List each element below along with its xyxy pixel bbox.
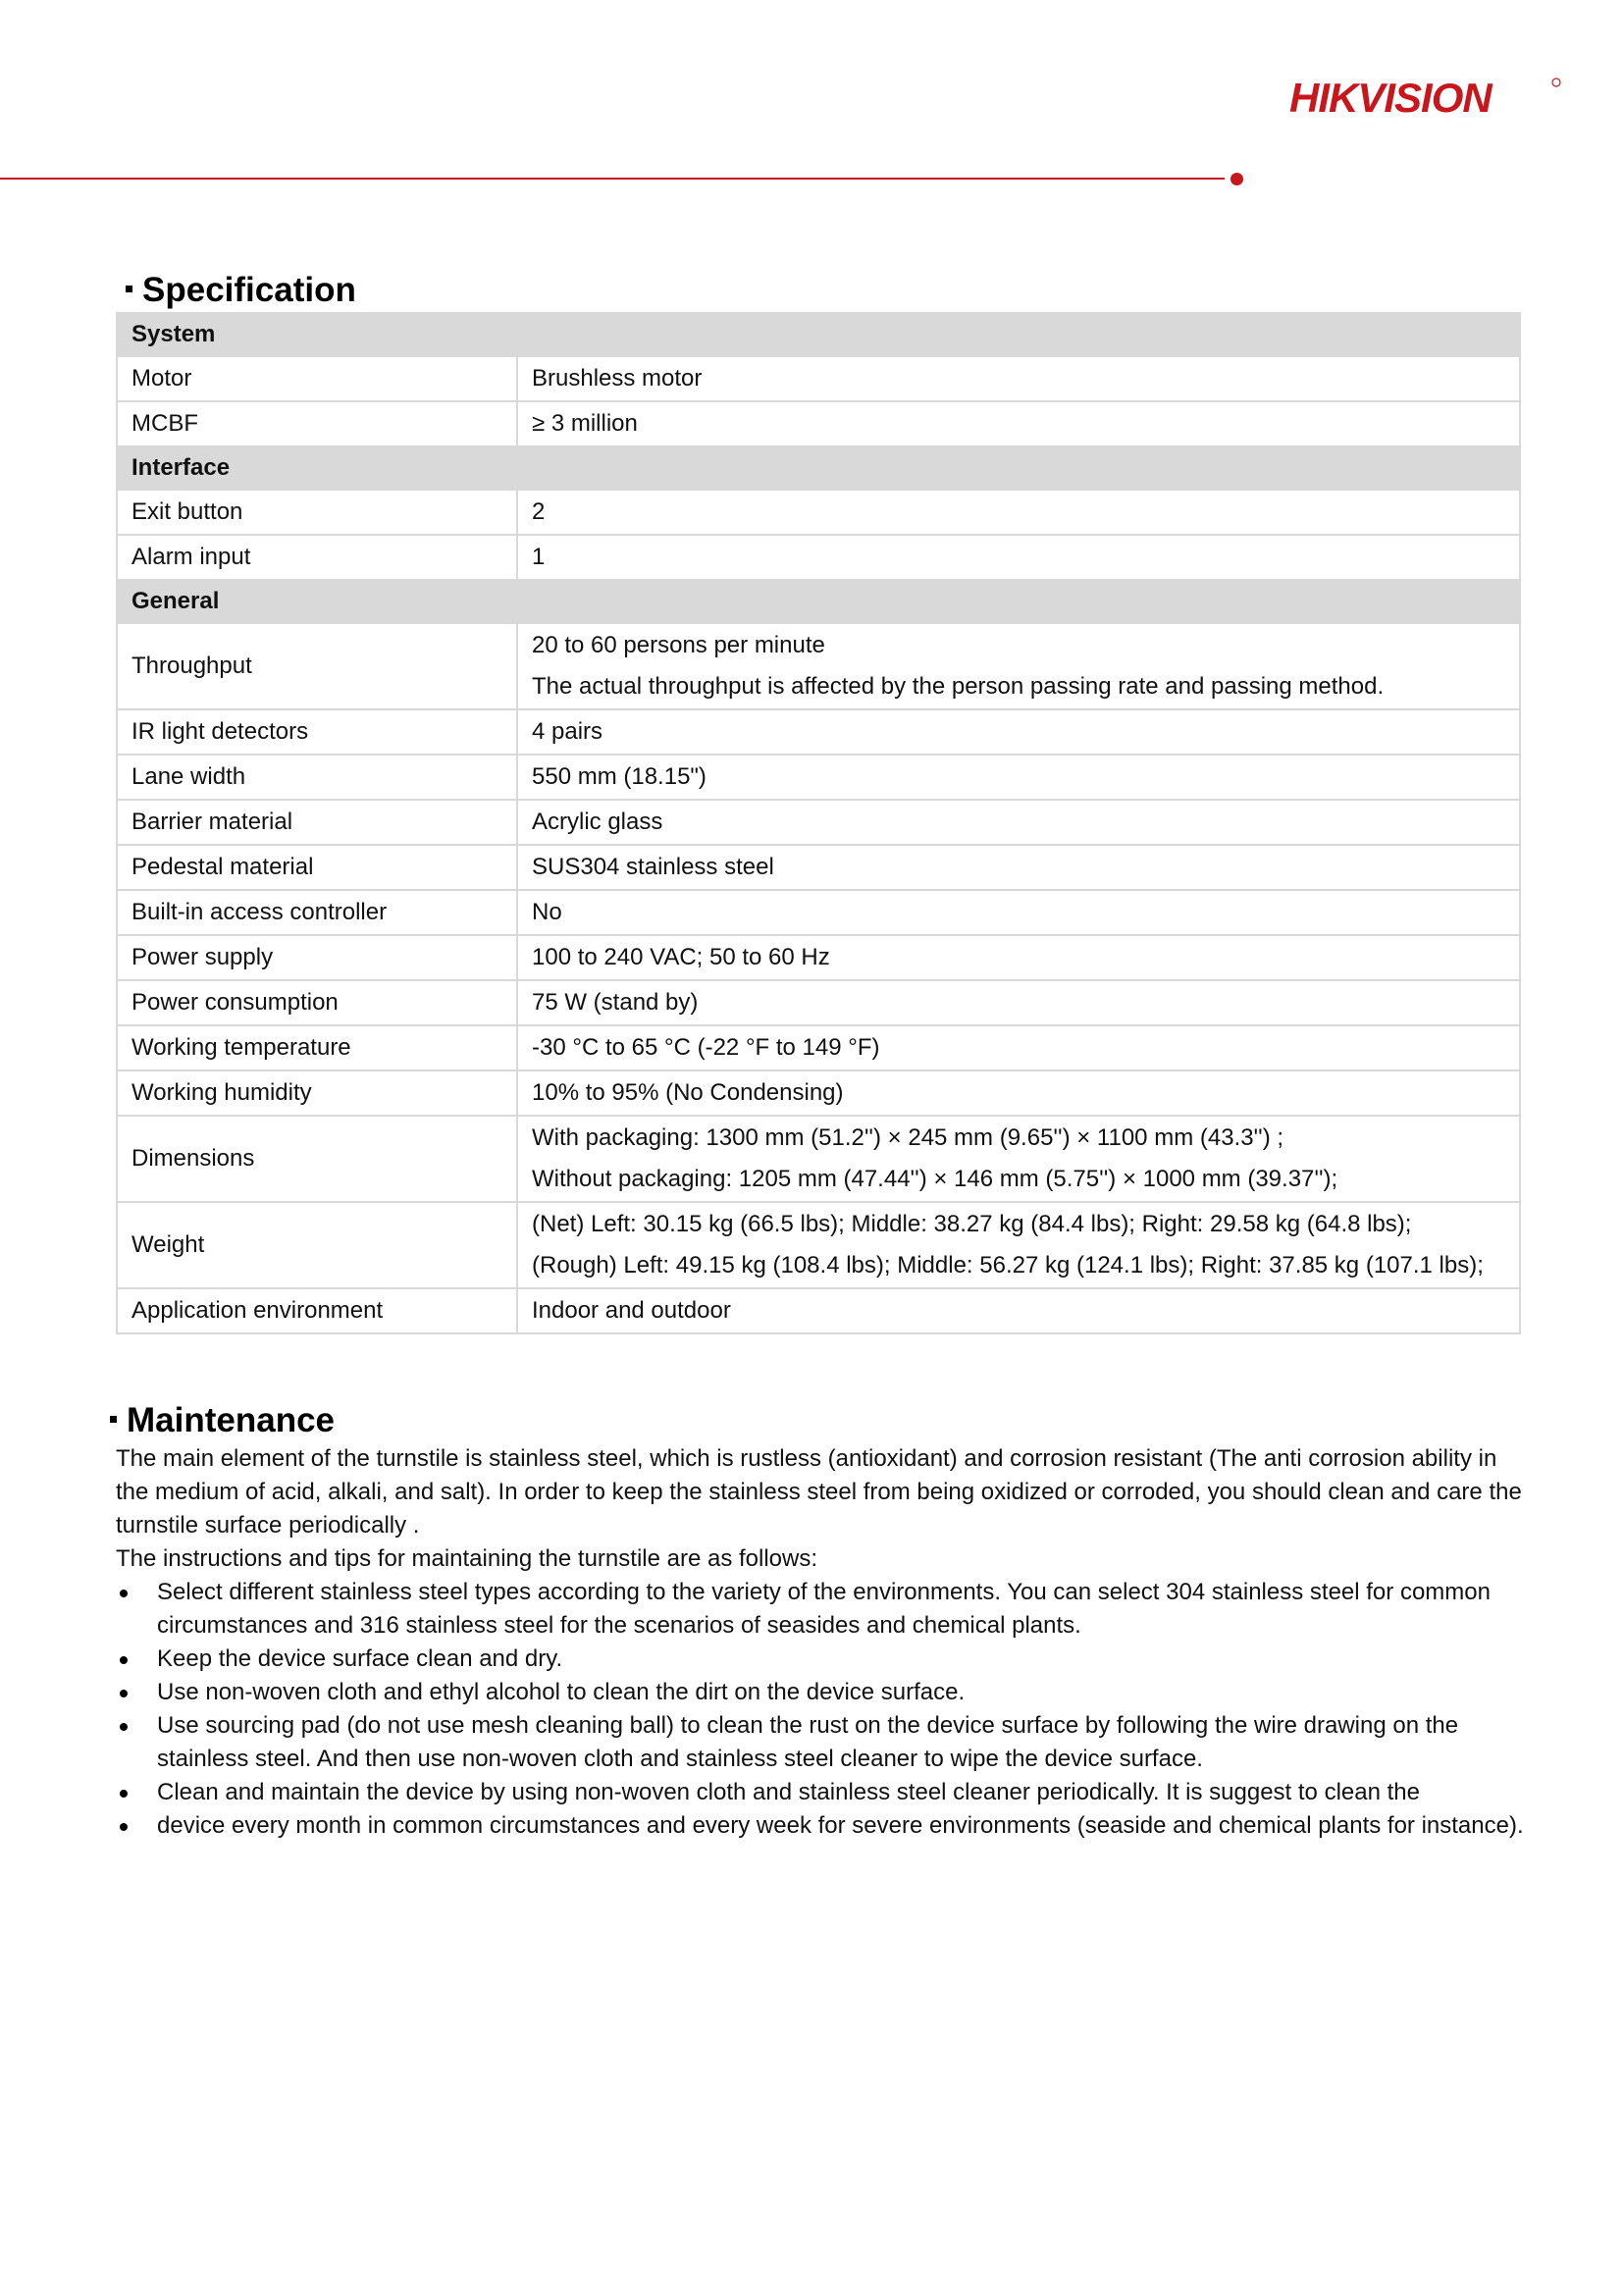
spec-value-line: ≥ 3 million (532, 410, 638, 437)
spec-value-line: 10% to 95% (No Condensing) (532, 1079, 844, 1106)
spec-value-line: (Rough) Left: 49.15 kg (108.4 lbs); Middle: 56.27 kg (124.1 lbs); Right: 37.85 kg (107.1 lbs); (532, 1252, 1484, 1278)
spec-value (517, 800, 1520, 845)
spec-row (117, 890, 1520, 935)
spec-label: Barrier material (117, 800, 517, 845)
spec-group-row (117, 446, 1520, 490)
header-divider-dot (1230, 173, 1243, 185)
maintenance-intro: The main element of the turnstile is stainless steel, which is rustless (antioxidant) and corrosion resistant (The anti corrosion ability in the medium of acid, alkali, and salt). In order to keep the stainless steel from being oxidized or corroded, you should clean and care the turnstile surface periodically . (116, 1445, 1522, 1539)
maintenance-heading (110, 1401, 335, 1440)
spec-value-line: 4 pairs (532, 718, 603, 745)
spec-value-line: 2 (532, 498, 546, 525)
spec-label: MCBF (117, 401, 517, 446)
spec-value-line: Without packaging: 1205 mm (47.44'') × 146 mm (5.75'') × 1000 mm (39.37''); (532, 1166, 1338, 1192)
maintenance-list-item-text: Use non-woven cloth and ethyl alcohol to clean the dirt on the device surface. (157, 1679, 966, 1705)
spec-value (517, 755, 1520, 800)
maintenance-list-item (116, 1809, 1529, 1843)
bullet-icon (120, 1790, 128, 1798)
hikvision-logo (1289, 75, 1564, 120)
specification-heading-text: Specification (142, 271, 356, 309)
spec-value (517, 490, 1520, 535)
spec-label: Exit button (117, 490, 517, 535)
bullet-icon (120, 1723, 128, 1731)
maintenance-body (116, 1442, 1529, 1843)
spec-value (517, 401, 1520, 446)
spec-row (117, 845, 1520, 890)
spec-row (117, 935, 1520, 980)
spec-row (117, 980, 1520, 1025)
spec-label: Application environment (117, 1288, 517, 1333)
spec-value-line: Brushless motor (532, 365, 703, 391)
spec-value-line: 1 (532, 544, 546, 570)
maintenance-lead: The instructions and tips for maintaining the turnstile are as follows: (116, 1545, 818, 1572)
spec-value (517, 1116, 1520, 1202)
spec-label: Alarm input (117, 535, 517, 580)
bullet-icon (120, 1823, 128, 1831)
spec-group-row (117, 313, 1520, 356)
spec-row (117, 1116, 1520, 1202)
spec-value (517, 935, 1520, 980)
spec-row (117, 535, 1520, 580)
spec-label: Motor (117, 356, 517, 401)
spec-label: Weight (117, 1202, 517, 1288)
spec-label: Working temperature (117, 1025, 517, 1070)
spec-value (517, 535, 1520, 580)
spec-value-line: SUS304 stainless steel (532, 854, 774, 880)
spec-value (517, 623, 1520, 709)
spec-value (517, 1202, 1520, 1288)
maintenance-list-item-text: Clean and maintain the device by using non-woven cloth and stainless steel cleaner periodically. It is suggest to clean the (157, 1779, 1420, 1805)
spec-group-title: Interface (117, 446, 1520, 490)
spec-row (117, 800, 1520, 845)
spec-row (117, 1025, 1520, 1070)
spec-row (117, 401, 1520, 446)
maintenance-heading-text: Maintenance (127, 1401, 335, 1439)
spec-group-title: General (117, 580, 1520, 623)
spec-value (517, 845, 1520, 890)
spec-value (517, 1288, 1520, 1333)
spec-value-line: With packaging: 1300 mm (51.2'') × 245 mm (9.65'') × 1100 mm (43.3'') ; (532, 1124, 1284, 1151)
spec-value-line: -30 °C to 65 °C (-22 °F to 149 °F) (532, 1034, 880, 1061)
spec-value-line: The actual throughput is affected by the person passing rate and passing method. (532, 673, 1385, 700)
spec-value-line: No (532, 899, 562, 925)
maintenance-list-item (116, 1643, 1529, 1676)
spec-label: IR light detectors (117, 709, 517, 755)
spec-label: Dimensions (117, 1116, 517, 1202)
spec-row (117, 1288, 1520, 1333)
bullet-icon (120, 1656, 128, 1664)
spec-label: Throughput (117, 623, 517, 709)
spec-row (117, 709, 1520, 755)
spec-value-line: (Net) Left: 30.15 kg (66.5 lbs); Middle: 38.27 kg (84.4 lbs); Right: 29.58 kg (64.8 lbs); (532, 1211, 1412, 1237)
spec-value (517, 890, 1520, 935)
logo-text: HIKVISION (1289, 75, 1492, 120)
bullet-icon (120, 1690, 128, 1697)
spec-value-line: 550 mm (18.15") (532, 763, 707, 790)
spec-value-line: Indoor and outdoor (532, 1297, 731, 1324)
heading-bullet-square (110, 1416, 117, 1423)
spec-group-title: System (117, 313, 1520, 356)
spec-label: Power supply (117, 935, 517, 980)
spec-value-line: 20 to 60 persons per minute (532, 632, 825, 658)
spec-label: Built-in access controller (117, 890, 517, 935)
maintenance-list-item-text: Keep the device surface clean and dry. (157, 1645, 563, 1672)
spec-value-line: 75 W (stand by) (532, 989, 699, 1016)
maintenance-list-item-text: Select different stainless steel types according to the variety of the environments. You can select 304 stainless steel for common circumstances and 316 stainless steel for the scenarios of seasides and chemical plants. (157, 1579, 1491, 1639)
maintenance-list-item (116, 1776, 1529, 1809)
spec-label: Working humidity (117, 1070, 517, 1116)
specification-table (116, 312, 1521, 1334)
maintenance-list-item-text: device every month in common circumstances and every week for severe environments (seaside and chemical plants for instance). (157, 1812, 1524, 1839)
spec-value-line: 100 to 240 VAC; 50 to 60 Hz (532, 944, 830, 970)
spec-label: Power consumption (117, 980, 517, 1025)
spec-row (117, 356, 1520, 401)
spec-label: Pedestal material (117, 845, 517, 890)
spec-value (517, 709, 1520, 755)
bullet-icon (120, 1590, 128, 1597)
maintenance-list-item-text: Use sourcing pad (do not use mesh cleaning ball) to clean the rust on the device surface by following the wire drawing on the stainless steel. And then use non-woven cloth and stainless steel cleaner to wipe the device surface. (157, 1712, 1459, 1772)
spec-row (117, 1070, 1520, 1116)
spec-row (117, 623, 1520, 709)
maintenance-list (116, 1576, 1529, 1843)
spec-group-row (117, 580, 1520, 623)
spec-value (517, 1025, 1520, 1070)
heading-bullet-square (126, 286, 132, 292)
spec-row (117, 1202, 1520, 1288)
spec-label: Lane width (117, 755, 517, 800)
spec-value-line: Acrylic glass (532, 809, 663, 835)
header-divider (0, 178, 1225, 180)
spec-row (117, 490, 1520, 535)
maintenance-list-item (116, 1709, 1529, 1776)
specification-table-body (117, 313, 1520, 1333)
spec-value (517, 1070, 1520, 1116)
spec-value (517, 980, 1520, 1025)
maintenance-list-item (116, 1676, 1529, 1709)
specification-heading (126, 271, 356, 310)
spec-value (517, 356, 1520, 401)
spec-row (117, 755, 1520, 800)
maintenance-list-item (116, 1576, 1529, 1643)
